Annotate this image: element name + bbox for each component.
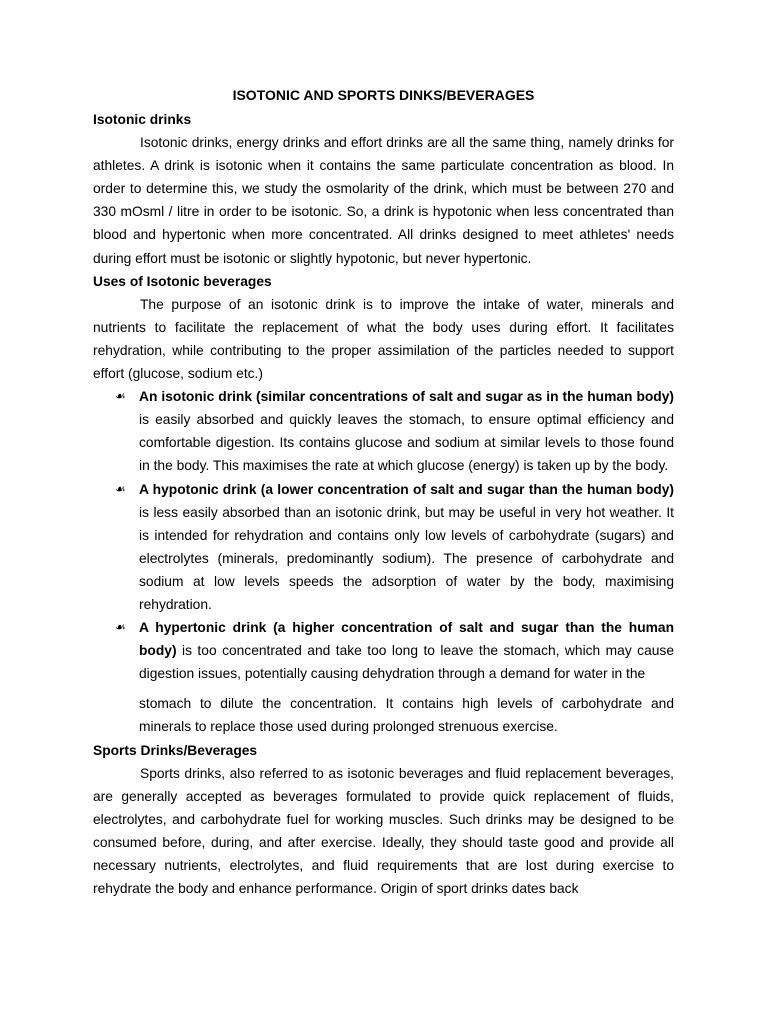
list-item <box>93 616 674 738</box>
paragraph-uses: The purpose of an isotonic drink is to improve the intake of water, minerals and nutrients to facilitate the replacement of what the body uses during effort. It facilitates rehydration, while contributing to the proper assimilation of the particles needed to support effort (glucose, sodium etc.) <box>93 296 674 382</box>
document-title: ISOTONIC AND SPORTS DINKS/BEVERAGES <box>232 87 535 103</box>
list-item <box>93 478 674 617</box>
bullet-bold-text: A hypertonic drink (a higher concentration of salt and sugar than the human body) <box>139 620 674 659</box>
scroll-bullet-icon: ☙ <box>115 481 126 496</box>
bullet-bold-text: An isotonic drink (similar concentrations of salt and sugar as in the human body) <box>139 389 674 405</box>
bullet-bold-text: A hypotonic drink (a lower concentration of salt and sugar than the human body) <box>139 481 674 497</box>
list-item <box>93 385 674 477</box>
bullet-text: is easily absorbed and quickly leaves the stomach, to ensure optimal efficiency and comfortable digestion. Its contains glucose and sodium at similar levels to those found in the body. This maximises the rate at which glucose (energy) is taken up by the body. <box>139 412 674 474</box>
paragraph-sports: Sports drinks, also referred to as isotonic beverages and fluid replacement beverages, are generally accepted as beverages formulated to provide quick replacement of fluids, electrolytes, and carbohydrate fuel for working muscles. Such drinks may be designed to be consumed before, during, and after exercise. Ideally, they should taste good and provide all necessary nutrients, electrolytes, and fluid requirements that are lost during exercise to rehydrate the body and enhance performance. Origin of sport drinks dates back <box>93 765 674 897</box>
scroll-bullet-icon: ☙ <box>115 389 126 404</box>
bullet-text: is too concentrated and take too long to leave the stomach, which may cause digestion issues, potentially causing dehydration through a demand for water in the <box>139 643 674 682</box>
section-heading-isotonic: Isotonic drinks <box>93 112 192 127</box>
bullet-text-continued: stomach to dilute the concentration. It contains high levels of carbohydrate and minerals to replace those used during prolonged strenuous exercise. <box>139 696 674 735</box>
document-body <box>93 84 674 900</box>
paragraph-isotonic: Isotonic drinks, energy drinks and effort drinks are all the same thing, namely drinks for athletes. A drink is isotonic when it contains the same particulate concentration as blood. In order to determine this, we study the osmolarity of the drink, which must be between 270 and 330 mOsml / litre in order to be isotonic. So, a drink is hypotonic when less concentrated than blood and hypertonic when more concentrated. All drinks designed to meet athletes' needs during effort must be isotonic or slightly hypotonic, but never hypertonic. <box>93 135 674 266</box>
bullet-list <box>93 385 674 738</box>
scroll-bullet-icon: ☙ <box>115 620 126 635</box>
section-heading-sports: Sports Drinks/Beverages <box>93 742 258 758</box>
section-heading-uses: Uses of Isotonic beverages <box>93 273 272 289</box>
bullet-text: is less easily absorbed than an isotonic drink, but may be useful in very hot weather. It is intended for rehydration and contains only low levels of carbohydrate (sugars) and electrolytes (minerals, predominantly sodium). The presence of carbohydrate and sodium at low levels speeds the adsorption of water by the body, maximising rehydration. <box>139 504 674 612</box>
